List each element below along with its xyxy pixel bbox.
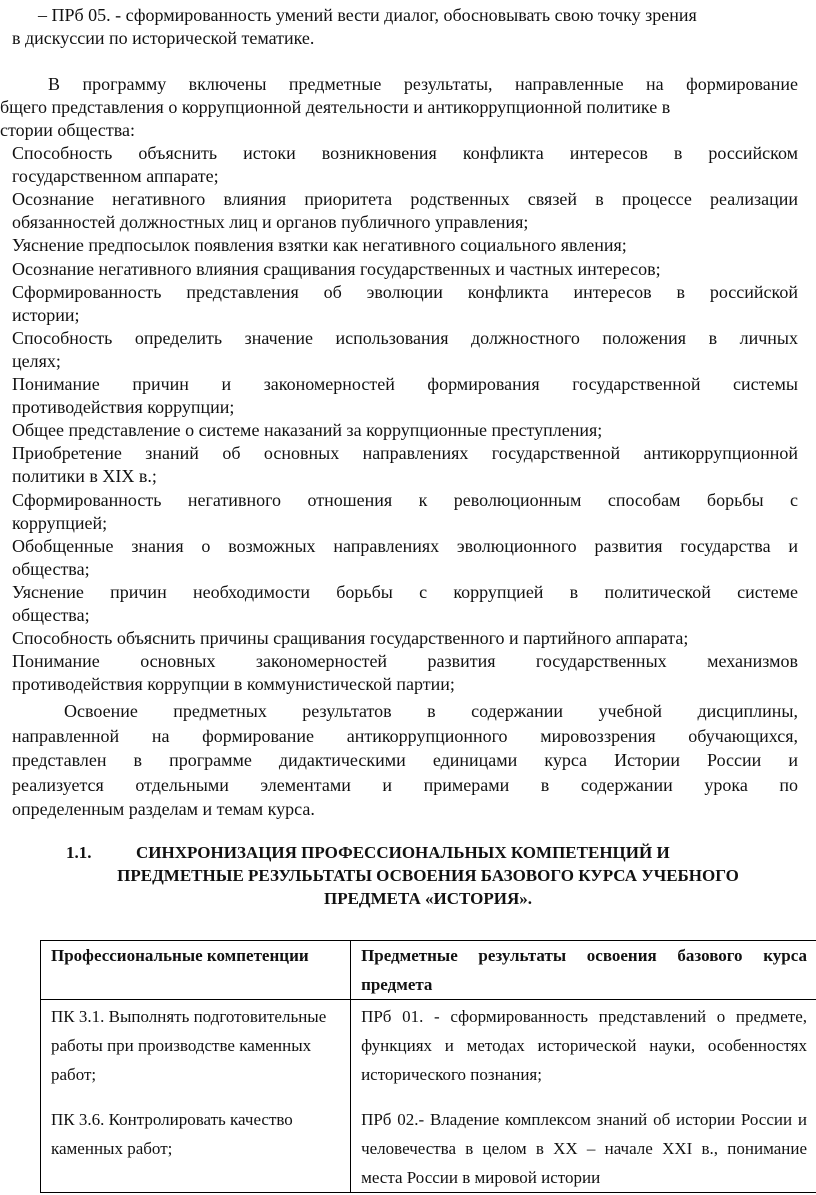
col1-header: Профессиональные компетенции [41,941,351,1000]
result-line: Способность объяснить истоки возникновения конфликта интересов в российском [12,143,798,163]
result-line: Способность определить значение использования должностного положения в личных [12,328,798,348]
result-line: Сформированность представления об эволюции конфликта интересов в российской [12,282,798,302]
result-line: Уяснение предпосылок появления взятки как негативного социального явления; [12,235,627,255]
result-cell [351,1000,816,1193]
result-line: Осознание негативного влияния приоритета родственных связей в процессе реализации [12,189,798,209]
intro-paragraph-line-1: В программу включены предметные результаты, направленные на формирование [48,74,798,94]
result-line: Осознание негативного влияния сращивания государственных и частных интересов; [12,259,661,279]
result-line: политики в XIX в.; [12,466,157,486]
table-row [41,1000,816,1193]
result-line: общества; [12,605,90,625]
result-line: общества; [12,559,90,579]
closing-line: представлен в программе дидактическими единицами курса Истории России и [12,750,798,770]
result-line: Понимание основных закономерностей развития государственных механизмов [12,651,798,671]
result-line: Общее представление о системе наказаний за коррупционные преступления; [12,420,603,440]
col2-header: Предметные результаты освоения базового курса предмета [351,941,816,1000]
intro-item-line-2: в дискуссии по исторической тематике. [12,28,315,48]
competency-pk-3-1: ПК 3.1. Выполнять подготовительные работы при производстве каменных работ; [51,1007,327,1084]
intro-item-line-1: – ПРб 05. - сформированность умений вести диалог, обосновывать свою точку зрения [38,5,697,25]
result-line: Сформированность негативного отношения к революционным способам борьбы с [12,490,798,510]
closing-line: Освоение предметных результатов в содержании учебной дисциплины, [64,701,798,721]
result-line: Понимание причин и закономерностей формирования государственной системы [12,374,798,394]
competency-pk-3-6: ПК 3.6. Контролировать качество каменных работ; [51,1110,293,1158]
section-heading-line-1: СИНХРОНИЗАЦИЯ ПРОФЕССИОНАЛЬНЫХ КОМПЕТЕНЦИЙ И [136,843,670,862]
competency-cell [41,1000,351,1193]
result-line: государственном аппарате; [12,166,219,186]
table-header-row [41,941,816,1000]
section-number: 1.1. [66,843,92,862]
result-line: противодействия коррупции; [12,397,235,417]
result-line: Способность объяснить причины сращивания государственного и партийного аппарата; [12,628,689,648]
closing-line: определенным разделам и темам курса. [12,799,315,819]
closing-line: направленной на формирование антикоррупционного мировоззрения обучающихся, [12,726,798,746]
result-prb-02: ПРб 02.- Владение комплексом знаний об истории России и человечества в целом в XX – начале XXI в., понимание места России в мировой истории [361,1110,807,1187]
section-heading-line-3: ПРЕДМЕТА «ИСТОРИЯ». [323,889,533,908]
intro-paragraph-line-2: бщего представления о коррупционной деятельности и антикоррупционной политике в [0,97,671,117]
intro-paragraph-line-3: стории общества: [0,120,135,140]
result-line: коррупцией; [12,513,108,533]
result-line: Приобретение знаний об основных направлениях государственной антикоррупционной [12,443,798,463]
result-line: обязанностей должностных лиц и органов публичного управления; [12,212,529,232]
result-line: истории; [12,305,80,325]
result-line: противодействия коррупции в коммунистической партии; [12,674,455,694]
result-line: Обобщенные знания о возможных направлениях эволюционного развития государства и [12,536,798,556]
competencies-table [40,940,816,1193]
section-heading-line-2: ПРЕДМЕТНЫЕ РЕЗУЛЬЬТАТЫ ОСВОЕНИЯ БАЗОВОГО КУРСА УЧЕБНОГО [117,866,739,885]
result-line: Уяснение причин необходимости борьбы с коррупцией в политической системе [12,582,798,602]
result-line: целях; [12,351,61,371]
closing-line: реализуется отдельными элементами и примерами в содержании урока по [12,775,798,795]
result-prb-01: ПРб 01. - сформированность представлений о предмете, функциях и методах исторической науки, особенностях исторического познания; [361,1007,807,1084]
